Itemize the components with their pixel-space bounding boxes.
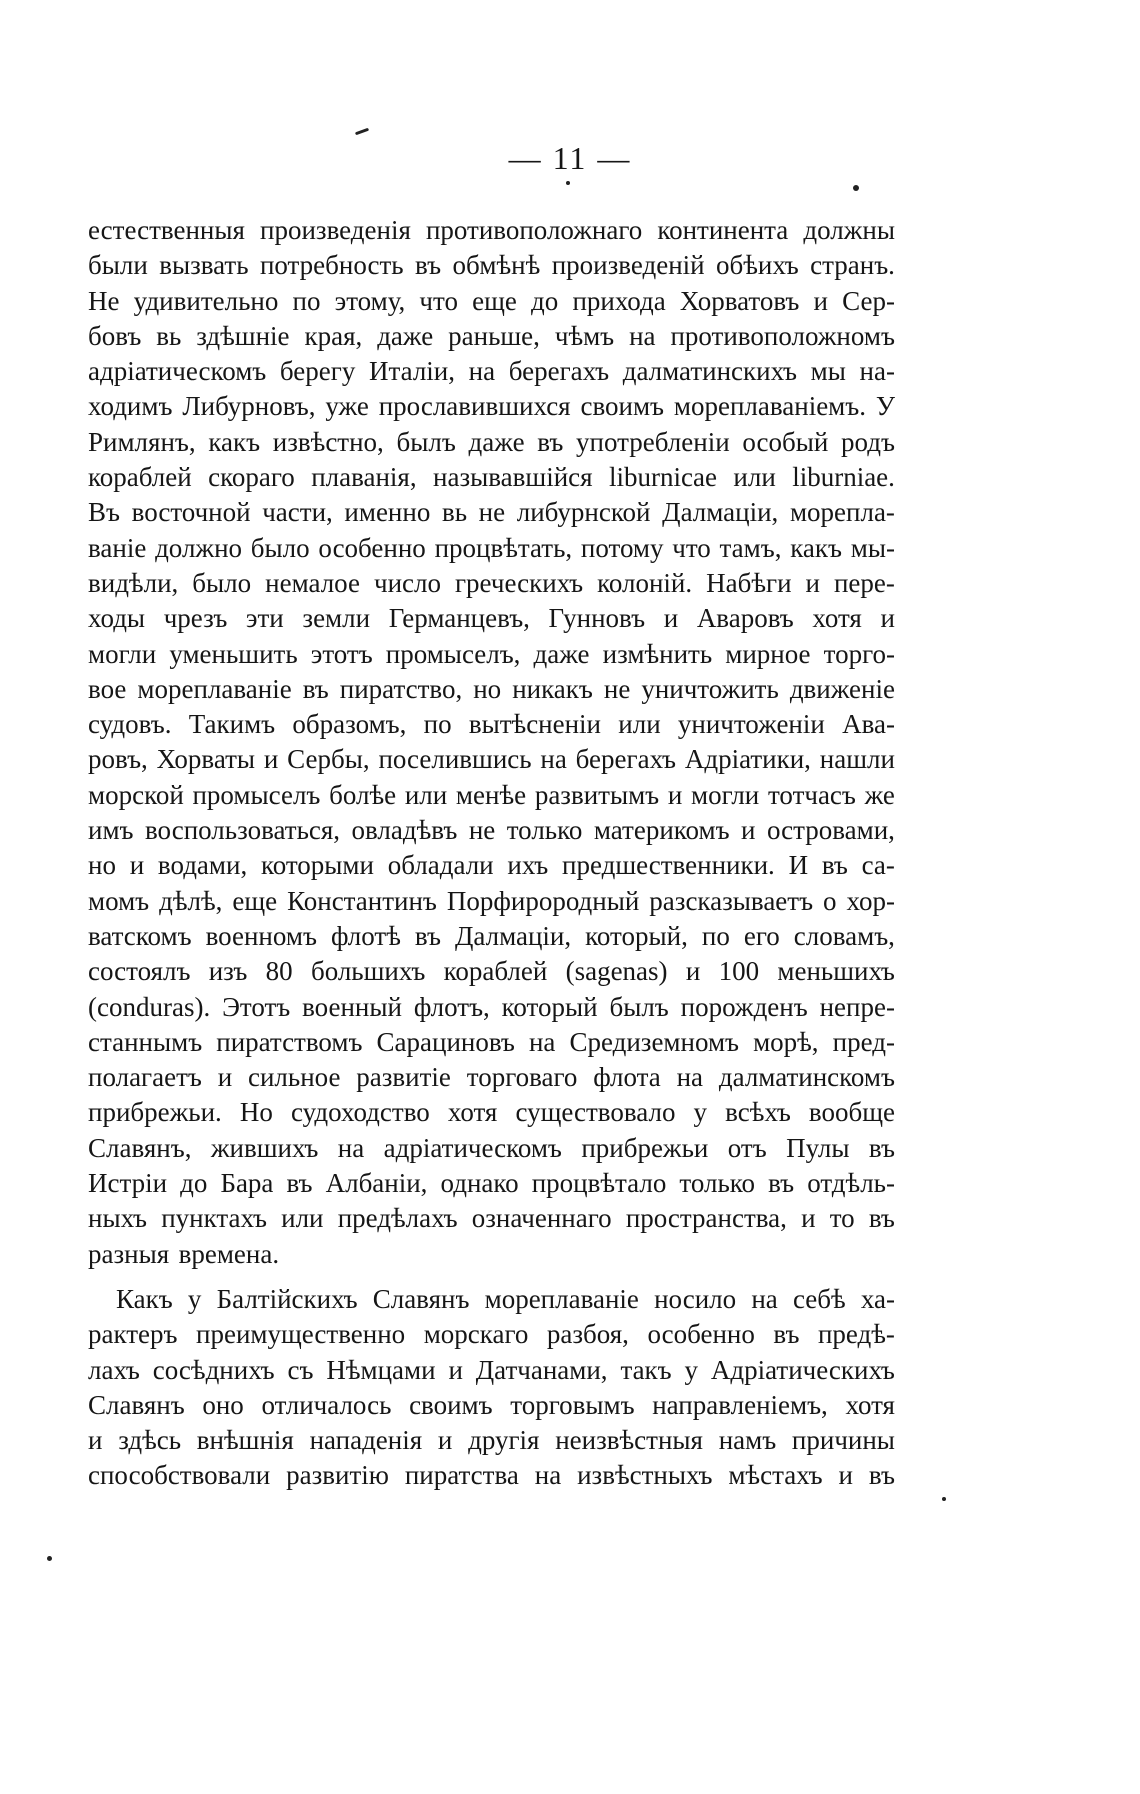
text-line: видѣли, было немалое число греческихъ колоній. Набѣги и пере- [88, 567, 895, 598]
scan-speck [853, 185, 859, 191]
text-line: (conduras). Этотъ военный флотъ, который былъ порожденъ непре- [88, 991, 895, 1022]
text-line: лахъ сосѣднихъ съ Нѣмцами и Датчанами, такъ у Адріатическихъ [88, 1354, 895, 1385]
page-number: — 11 — [508, 140, 632, 176]
paragraph-gap [88, 1272, 895, 1282]
text-line: имъ воспользоваться, овладѣвъ не только материкомъ и островами, [88, 815, 895, 846]
text-line: адріатическомъ берегу Италіи, на берегахъ далматинскихъ мы на- [88, 356, 895, 387]
text-line: способствовали развитію пиратства на извѣстныхъ мѣстахъ и въ [88, 1460, 895, 1491]
text-line: ровъ, Хорваты и Сербы, поселившись на берегахъ Адріатики, нашли [88, 744, 895, 775]
text-line: морской промыселъ болѣе или менѣе развитымъ и могли тотчасъ же [88, 779, 895, 810]
scan-speck [355, 128, 369, 136]
text-line: Не удивительно по этому, что еще до прихода Хорватовъ и Сер- [88, 285, 895, 316]
text-line: естественныя произведенія противоположнаго континента должны [88, 215, 895, 245]
text-line: Славянъ оно отличалось своимъ торговымъ направленіемъ, хотя [88, 1389, 895, 1420]
text-line: кораблей скораго плаванія, называвшійся liburnicae или liburniae. [88, 462, 895, 493]
text-line: бовъ вь здѣшніе края, даже раньше, чѣмъ на противоположномъ [88, 320, 895, 351]
text-line: разныя времена. [88, 1238, 280, 1269]
text-line: состоялъ изъ 80 большихъ кораблей (sagenas) и 100 меньшихъ [88, 956, 895, 987]
scan-speck [47, 1556, 52, 1561]
text-line: полагаетъ и сильное развитіе торговаго флота на далматинскомъ [88, 1062, 895, 1093]
text-line: Славянъ, жившихъ на адріатическомъ прибрежьи отъ Пулы въ [88, 1132, 895, 1163]
text-line: Въ восточной части, именно вь не либурнской Далмаціи, морепла- [88, 497, 895, 528]
text-line: ныхъ пунктахъ или предѣлахъ означеннаго пространства, и то въ [88, 1203, 895, 1234]
text-line: рактеръ преимущественно морскаго разбоя, особенно въ предѣ- [88, 1319, 895, 1350]
body-text [88, 213, 895, 1494]
text-line: ходы чрезъ эти земли Германцевъ, Гунновъ и Аваровъ хотя и [88, 603, 895, 634]
text-line: прибрежьи. Но судоходство хотя существовало у всѣхъ вообще [88, 1097, 895, 1128]
paragraph [88, 213, 895, 1272]
text-line: могли уменьшить этотъ промыселъ, даже измѣнить мирное торго- [88, 638, 895, 669]
scan-speck [566, 181, 570, 185]
scan-speck [942, 1497, 946, 1501]
text-line: ваніе должно было особенно процвѣтать, потому что тамъ, какъ мы- [88, 532, 895, 563]
paragraph [88, 1282, 895, 1494]
text-line: ватскомъ военномъ флотѣ въ Далмаціи, который, по его словамъ, [88, 920, 895, 951]
text-line: но и водами, которыми обладали ихъ предшественники. И въ са- [88, 850, 895, 881]
text-line: Римлянъ, какъ извѣстно, былъ даже въ употребленіи особый родъ [88, 426, 895, 457]
text-line: судовъ. Такимъ образомъ, по вытѣсненіи или уничтоженіи Ава- [88, 709, 895, 740]
text-line: были вызвать потребность въ обмѣнѣ произведеній обѣихъ странъ. [88, 250, 895, 281]
text-line: момъ дѣлѣ, еще Константинъ Порфирородный разсказываетъ о хор- [88, 885, 895, 916]
text-line: вое мореплаваніе въ пиратство, но никакъ не уничтожить движеніе [88, 673, 895, 704]
text-line: Истріи до Бара въ Албаніи, однако процвѣтало только въ отдѣль- [88, 1168, 895, 1199]
text-line: Какъ у Балтійскихъ Славянъ мореплаваніе носило на себѣ ха- [116, 1283, 895, 1314]
text-line: ходимъ Либурновъ, уже прославившихся своимъ мореплаваніемъ. У [88, 391, 895, 422]
text-line: и здѣсь внѣшнія нападенія и другія неизвѣстныя намъ причины [88, 1425, 895, 1456]
text-line: станнымъ пиратствомъ Сарациновъ на Средиземномъ морѣ, пред- [88, 1026, 895, 1057]
